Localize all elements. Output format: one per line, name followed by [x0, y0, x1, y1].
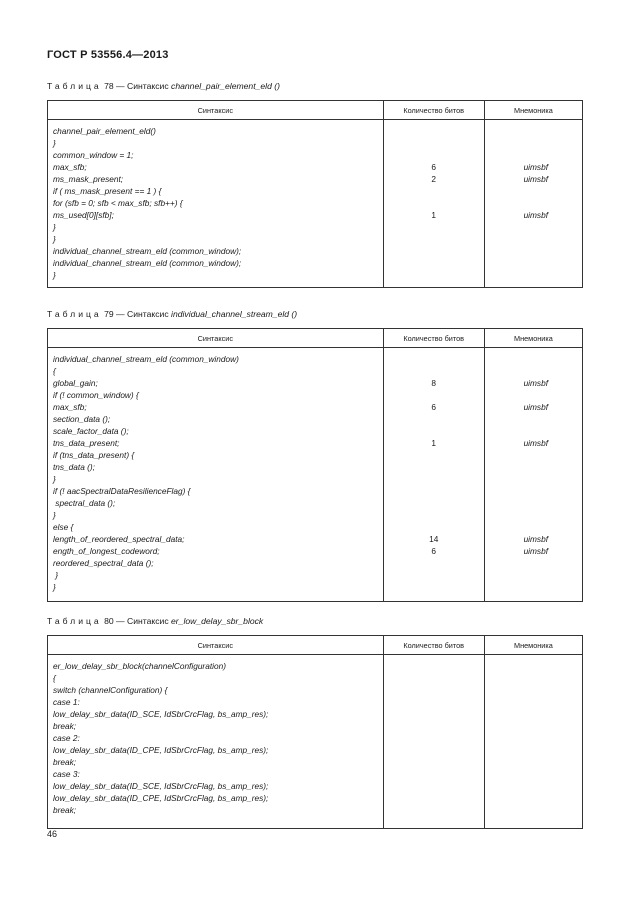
bits-value	[384, 720, 484, 732]
mnemonic-cell	[484, 348, 582, 602]
syntax-line: tns_data ();	[53, 462, 95, 472]
mnemonic-value	[485, 449, 582, 461]
syntax-line: }	[53, 474, 56, 484]
syntax-line: section_data ();	[53, 414, 111, 424]
mnemonic-cell	[484, 655, 582, 829]
bits-value	[384, 425, 484, 437]
bits-value	[384, 365, 484, 377]
bits-value	[384, 137, 484, 149]
syntax-cell	[48, 120, 384, 288]
mnemonic-value	[485, 233, 582, 245]
bits-value: 8	[431, 378, 437, 388]
bits-value	[384, 245, 484, 257]
bits-value	[384, 221, 484, 233]
table-78	[47, 100, 583, 288]
bits-value: 2	[431, 174, 437, 184]
bits-value: 6	[431, 546, 437, 556]
mnemonic-value: uimsbf	[523, 210, 548, 220]
page-number: 46	[47, 829, 58, 839]
bits-value	[384, 449, 484, 461]
bits-value	[384, 581, 484, 593]
caption-word: Таблица	[47, 81, 102, 91]
caption-word: Таблица	[47, 309, 102, 319]
mnemonic-value	[485, 389, 582, 401]
mnemonic-cell	[484, 120, 582, 288]
mnemonic-value	[485, 720, 582, 732]
bits-value: 1	[431, 210, 437, 220]
syntax-line: for (sfb = 0; sfb < max_sfb; sfb++) {	[53, 198, 183, 208]
bits-value	[384, 413, 484, 425]
mnemonic-value	[485, 461, 582, 473]
syntax-line: }	[53, 570, 59, 580]
bits-value	[384, 756, 484, 768]
bits-value	[384, 660, 484, 672]
bits-value	[384, 696, 484, 708]
mnemonic-value	[485, 696, 582, 708]
syntax-line: max_sfb;	[53, 402, 87, 412]
syntax-line: global_gain;	[53, 378, 98, 388]
mnemonic-value: uimsbf	[523, 546, 548, 556]
syntax-line: }	[53, 582, 56, 592]
syntax-line: er_low_delay_sbr_block(channelConfiguration)	[53, 661, 226, 671]
mnemonic-value	[485, 581, 582, 593]
syntax-line: length_of_reordered_spectral_data;	[53, 534, 185, 544]
syntax-line: {	[53, 673, 56, 683]
bits-value: 6	[431, 162, 437, 172]
mnemonic-value	[485, 521, 582, 533]
bits-value	[384, 804, 484, 816]
bits-value: 1	[431, 438, 437, 448]
mnemonic-value	[485, 569, 582, 581]
column-header-bits: Количество битов	[383, 636, 484, 655]
mnemonic-value	[485, 245, 582, 257]
bits-value	[384, 497, 484, 509]
syntax-line: {	[53, 366, 56, 376]
syntax-line: low_delay_sbr_data(ID_SCE, IdSbrCrcFlag, bs_amp_res);	[53, 709, 269, 719]
syntax-line: break;	[53, 805, 77, 815]
bits-value	[384, 125, 484, 137]
caption-text: 79 — Синтаксис	[101, 309, 172, 319]
syntax-line: max_sfb;	[53, 162, 87, 172]
syntax-line: case 1:	[53, 697, 80, 707]
caption-syntax-name: individual_channel_stream_eld ()	[171, 309, 298, 319]
syntax-line: channel_pair_element_eld()	[53, 126, 156, 136]
syntax-line: ms_mask_present;	[53, 174, 124, 184]
mnemonic-value	[485, 257, 582, 269]
mnemonic-value	[485, 353, 582, 365]
table-79	[47, 328, 583, 602]
document-header: ГОСТ Р 53556.4—2013	[47, 49, 169, 61]
syntax-line: individual_channel_stream_eld (common_window);	[53, 246, 242, 256]
syntax-line: scale_factor_data ();	[53, 426, 129, 436]
column-header-mnemonic: Мнемоника	[484, 329, 582, 348]
mnemonic-value	[485, 732, 582, 744]
syntax-line: break;	[53, 757, 77, 767]
mnemonic-value	[485, 780, 582, 792]
syntax-line: ength_of_longest_codeword;	[53, 546, 160, 556]
column-header-syntax: Синтаксис	[48, 101, 384, 120]
table-79-caption	[47, 309, 297, 320]
mnemonic-value	[485, 413, 582, 425]
syntax-line: spectral_data ();	[53, 498, 116, 508]
mnemonic-value: uimsbf	[523, 402, 548, 412]
syntax-line: if (! common_window) {	[53, 390, 139, 400]
syntax-line: }	[53, 270, 56, 280]
column-header-bits: Количество битов	[383, 101, 484, 120]
bits-value	[384, 672, 484, 684]
bits-value	[384, 792, 484, 804]
syntax-line: reordered_spectral_data ();	[53, 558, 154, 568]
bits-value	[384, 732, 484, 744]
mnemonic-value: uimsbf	[523, 162, 548, 172]
mnemonic-value: uimsbf	[523, 378, 548, 388]
caption-word: Таблица	[47, 616, 102, 626]
mnemonic-value	[485, 804, 582, 816]
table-78-caption	[47, 81, 280, 92]
mnemonic-value	[485, 137, 582, 149]
syntax-line: case 3:	[53, 769, 80, 779]
syntax-line: else {	[53, 522, 74, 532]
mnemonic-value	[485, 149, 582, 161]
table-80-caption	[47, 616, 263, 627]
mnemonic-value: uimsbf	[523, 174, 548, 184]
caption-syntax-name: channel_pair_element_eld ()	[171, 81, 280, 91]
bits-value	[384, 389, 484, 401]
bits-value	[384, 684, 484, 696]
bits-value	[384, 768, 484, 780]
mnemonic-value	[485, 497, 582, 509]
bits-value	[384, 185, 484, 197]
bits-value: 6	[431, 402, 437, 412]
mnemonic-value	[485, 473, 582, 485]
syntax-line: if (! aacSpectralDataResilienceFlag) {	[53, 486, 191, 496]
column-header-syntax: Синтаксис	[48, 636, 384, 655]
bits-value	[384, 257, 484, 269]
bits-value	[384, 461, 484, 473]
mnemonic-value: uimsbf	[523, 438, 548, 448]
mnemonic-value	[485, 509, 582, 521]
syntax-line: }	[53, 234, 56, 244]
mnemonic-value	[485, 792, 582, 804]
bits-value	[384, 269, 484, 281]
column-header-bits: Количество битов	[383, 329, 484, 348]
bits-value	[384, 197, 484, 209]
mnemonic-value	[485, 557, 582, 569]
bits-value	[384, 353, 484, 365]
mnemonic-value	[485, 185, 582, 197]
bits-value	[384, 521, 484, 533]
syntax-line: low_delay_sbr_data(ID_CPE, IdSbrCrcFlag, bs_amp_res);	[53, 745, 269, 755]
mnemonic-value	[485, 744, 582, 756]
bits-cell	[383, 120, 484, 288]
syntax-cell	[48, 348, 384, 602]
bits-cell	[383, 655, 484, 829]
bits-value	[384, 780, 484, 792]
mnemonic-value	[485, 660, 582, 672]
syntax-line: individual_channel_stream_eld (common_window);	[53, 258, 242, 268]
syntax-cell	[48, 655, 384, 829]
bits-value	[384, 569, 484, 581]
syntax-line: }	[53, 222, 56, 232]
mnemonic-value	[485, 197, 582, 209]
bits-value	[384, 485, 484, 497]
column-header-syntax: Синтаксис	[48, 329, 384, 348]
syntax-line: break;	[53, 721, 77, 731]
bits-value: 14	[429, 534, 439, 544]
column-header-mnemonic: Мнемоника	[484, 636, 582, 655]
syntax-line: if (tns_data_present) {	[53, 450, 135, 460]
mnemonic-value	[485, 269, 582, 281]
mnemonic-value	[485, 425, 582, 437]
syntax-line: ms_used[0][sfb];	[53, 210, 114, 220]
syntax-line: low_delay_sbr_data(ID_CPE, IdSbrCrcFlag, bs_amp_res);	[53, 793, 269, 803]
mnemonic-value	[485, 125, 582, 137]
bits-value	[384, 557, 484, 569]
bits-value	[384, 149, 484, 161]
mnemonic-value	[485, 365, 582, 377]
mnemonic-value	[485, 684, 582, 696]
bits-value	[384, 744, 484, 756]
bits-value	[384, 509, 484, 521]
syntax-line: individual_channel_stream_eld (common_window)	[53, 354, 239, 364]
mnemonic-value	[485, 708, 582, 720]
bits-value	[384, 233, 484, 245]
bits-cell	[383, 348, 484, 602]
syntax-line: if ( ms_mask_present == 1 ) {	[53, 186, 162, 196]
syntax-line: }	[53, 510, 56, 520]
column-header-mnemonic: Мнемоника	[484, 101, 582, 120]
caption-syntax-name: er_low_delay_sbr_block	[171, 616, 264, 626]
syntax-line: low_delay_sbr_data(ID_SCE, IdSbrCrcFlag, bs_amp_res);	[53, 781, 269, 791]
table-80	[47, 635, 583, 829]
mnemonic-value	[485, 672, 582, 684]
mnemonic-value	[485, 768, 582, 780]
caption-text: 80 — Синтаксис	[101, 616, 172, 626]
bits-value	[384, 708, 484, 720]
mnemonic-value	[485, 221, 582, 233]
syntax-line: }	[53, 138, 56, 148]
syntax-line: case 2:	[53, 733, 80, 743]
bits-value	[384, 473, 484, 485]
syntax-line: switch (channelConfiguration) {	[53, 685, 168, 695]
syntax-line: common_window = 1;	[53, 150, 134, 160]
mnemonic-value: uimsbf	[523, 534, 548, 544]
syntax-line: tns_data_present;	[53, 438, 120, 448]
mnemonic-value	[485, 756, 582, 768]
caption-text: 78 — Синтаксис	[101, 81, 172, 91]
mnemonic-value	[485, 485, 582, 497]
